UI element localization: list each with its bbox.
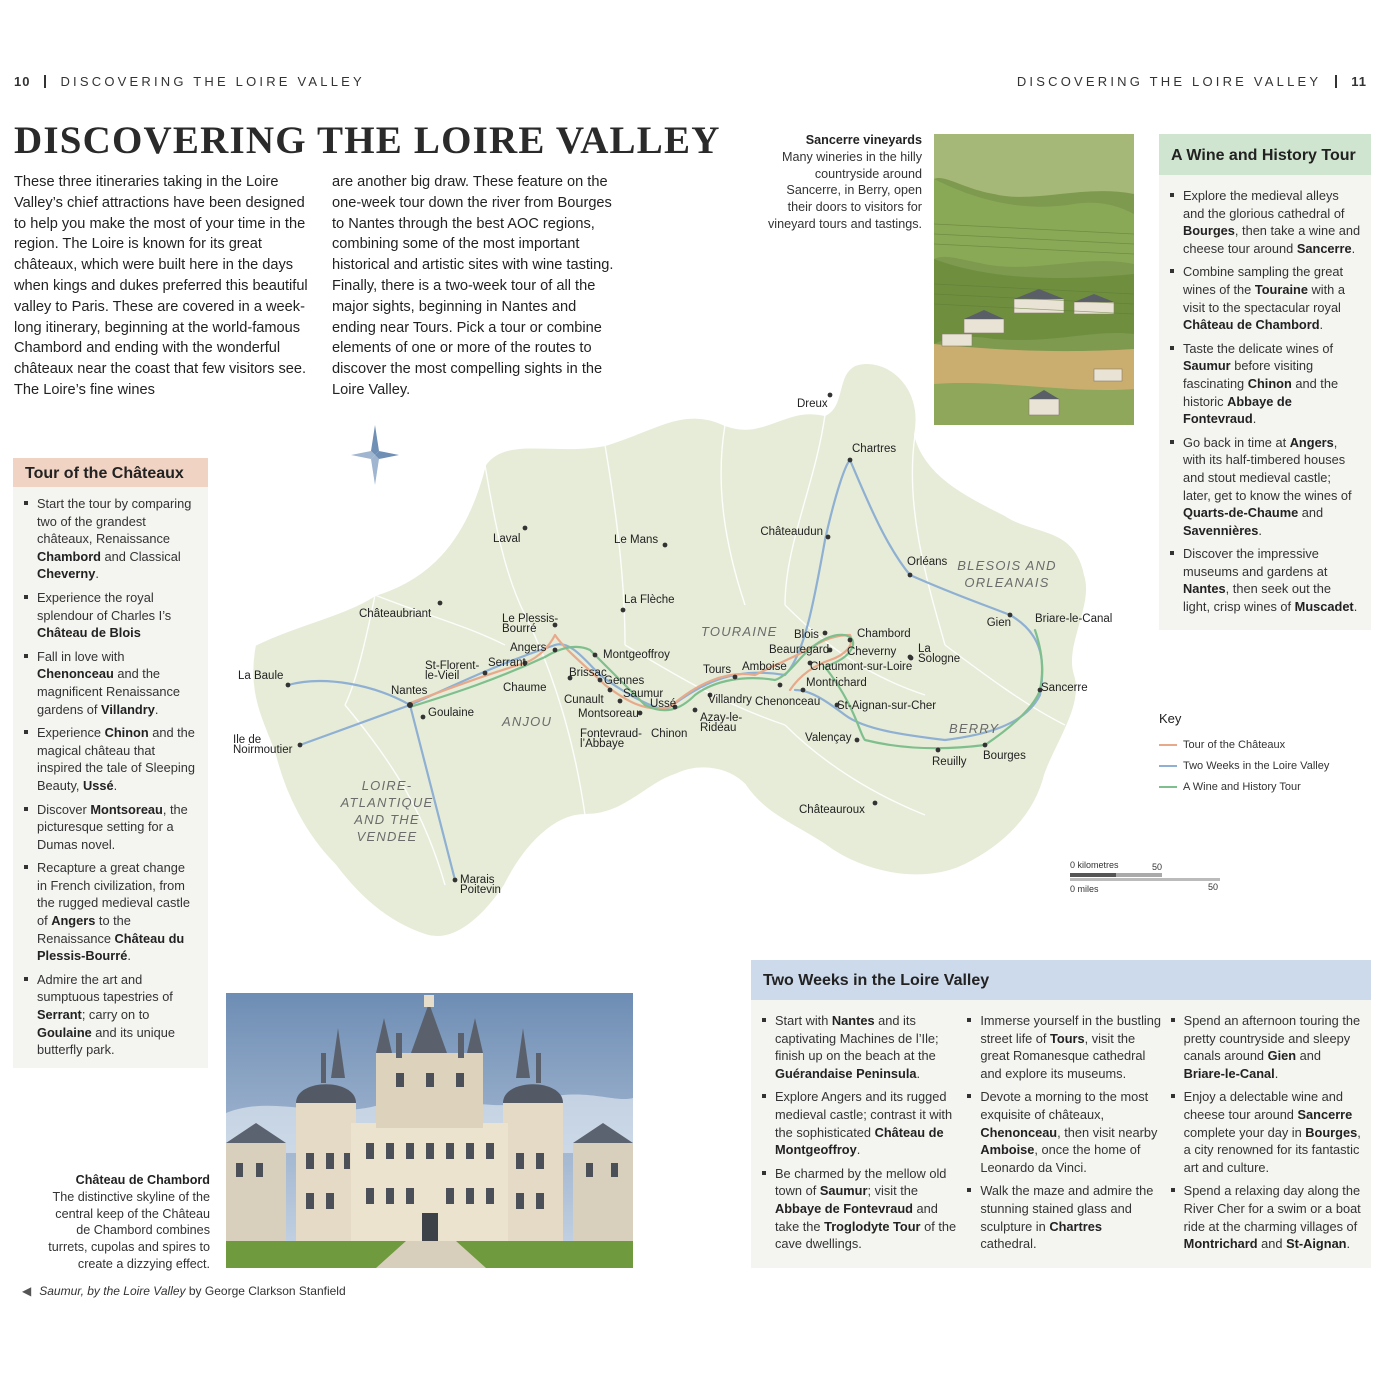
map-town-label: La Baule	[238, 670, 284, 682]
map-town-label: Chinon	[651, 728, 688, 740]
map-town-label: Chaumont-sur-Loire	[810, 661, 913, 673]
map-region-label: BERRY	[949, 721, 1000, 736]
list-item: Fall in love with Chenonceau and the magnificent Renaissance gardens of Villandry.	[23, 648, 198, 718]
key-row-two-weeks	[1159, 755, 1359, 776]
running-title-right: DISCOVERING THE LOIRE VALLEY	[1016, 74, 1322, 89]
intro-text-1: These three itineraries taking in the Loire Valley’s chief attractions have been designed to help you make the most of your time in the region. The Loire is known for its great châteaux, which were built here in the days when kings and dukes preferred this beautiful valley to Paris. These are covered in a week-long itinerary, beginning at the world-famous Chambord and ending with the wonderful châteaux near the coast that few visitors see. The Loire’s fine wines	[14, 174, 308, 398]
list-item: Spend a relaxing day along the River Cher for a swim or a boat ride at the charming villages of Montrichard and St-Aignan.	[1170, 1182, 1361, 1252]
scale-km-bar-alt	[1116, 873, 1162, 877]
map-town-label: Le Mans	[614, 534, 659, 546]
two-weeks-box	[751, 960, 1371, 1268]
map-town-label: Amboise	[742, 661, 787, 673]
sancerre-caption-title: Sancerre vineyards	[805, 133, 922, 147]
key-swatch	[1159, 765, 1177, 767]
map-town-label: Goulaine	[428, 707, 475, 719]
map-town-label: Beauregard	[769, 644, 830, 656]
list-item: Start the tour by comparing two of the grandest châteaux, Renaissance Chambord and Classical Cheverny.	[23, 495, 198, 583]
two-weeks-heading: Two Weeks in the Loire Valley	[751, 960, 1371, 1000]
wine-tour-heading: A Wine and History Tour	[1159, 134, 1371, 175]
scale-mi-value: 50	[1208, 882, 1219, 892]
map-town-label: Dreux	[797, 398, 828, 410]
footer-painting-artist: by George Clarkson Stanfield	[185, 1284, 346, 1298]
tour-chateaux-heading: Tour of the Châteaux	[13, 458, 208, 487]
map-town-label: Cheverny	[847, 646, 897, 658]
page-number-left: 10	[14, 74, 31, 89]
running-header-right	[1017, 74, 1367, 89]
map-town-label: Brissac	[569, 667, 607, 679]
chambord-caption	[40, 1172, 210, 1273]
map-town-label: Briare-le-Canal	[1035, 613, 1113, 625]
map-town-label: Azay-le-Rideau	[700, 712, 743, 734]
two-weeks-column-2	[962, 1004, 1165, 1267]
map-town-label: Tours	[703, 664, 732, 676]
key-swatch	[1159, 786, 1177, 788]
map-region-label: LOIRE-ATLANTIQUE AND THE VENDEE	[340, 778, 434, 844]
map-town-label: Ussé	[650, 698, 677, 710]
key-label: Two Weeks in the Loire Valley	[1183, 759, 1330, 772]
list-item: Discover the impressive museums and gardens at Nantes, then seek out the light, crisp wines of Muscadet.	[1169, 545, 1361, 615]
map-town-label: Fontevraud-l’Abbaye	[580, 728, 643, 750]
list-item: Start with Nantes and its captivating Machines de l’Ile; finish up on the beach at the Guérandaise Peninsula.	[761, 1012, 958, 1082]
key-label: A Wine and History Tour	[1183, 780, 1301, 793]
map-key	[1159, 711, 1359, 797]
list-item: Experience the royal splendour of Charles I’s Château de Blois	[23, 589, 198, 642]
map-town-label: Cunault	[564, 694, 604, 706]
footer-note	[22, 1284, 346, 1298]
footer-painting-title: Saumur, by the Loire Valley	[39, 1284, 186, 1298]
intro-text-2: are another big draw. These feature on the one-week tour down the river from Bourges to Nantes through the best AOC regions, combining some of the most important historical and artistic sites with wine tasting. Finally, there is a two-week tour of all the major sights, beginning in Nantes and ending near Tours. Pick a tour or combine elements of one or more of the routes to discover the most compelling sights in the Loire Valley.	[332, 174, 614, 398]
loire-valley-map	[225, 345, 1145, 965]
two-weeks-columns	[751, 1000, 1371, 1267]
map-town-label: Montrichard	[806, 677, 867, 689]
map-town-label: Bourges	[983, 750, 1026, 762]
list-item: Taste the delicate wines of Saumur before visiting fascinating Chinon and the historic Abbaye de Fontevraud.	[1169, 340, 1361, 428]
map-town-label: La Flèche	[624, 594, 675, 606]
map-town-label: Nantes	[391, 685, 428, 697]
list-item: Spend an afternoon touring the pretty countryside and sleepy canals around Gien and Briare-le-Canal.	[1170, 1012, 1361, 1082]
running-header-left	[14, 74, 365, 89]
tour-chateaux-list	[13, 487, 208, 1073]
scale-bar	[1070, 860, 1222, 896]
map-town-label: Saumur	[623, 688, 664, 700]
list-item: Devote a morning to the most exquisite of châteaux, Chenonceau, then visit nearby Amboise, once the home of Leonardo da Vinci.	[966, 1088, 1161, 1176]
list-item: Go back in time at Angers, with its half-timbered houses and stout medieval castle; later, get to know the wines of Quarts-de-Chaume and Savennières.	[1169, 434, 1361, 540]
map-town-label: Chenonceau	[755, 696, 821, 708]
map-town-label: Sancerre	[1041, 682, 1088, 694]
scale-km-value: 50	[1152, 862, 1163, 872]
key-row-chateaux	[1159, 734, 1359, 755]
sancerre-caption	[760, 132, 922, 233]
map-town-label: Serrant	[488, 657, 526, 669]
key-label: Tour of the Châteaux	[1183, 738, 1286, 751]
back-arrow-icon: ◀	[22, 1284, 32, 1298]
map-town-label: Montgeoffroy	[603, 649, 670, 661]
map-town-label: Châteaudun	[760, 526, 823, 538]
key-row-wine	[1159, 776, 1359, 797]
list-item: Enjoy a delectable wine and cheese tour around Sancerre complete your day in Bourges, a city renowned for its fantastic art and culture.	[1170, 1088, 1361, 1176]
map-town-label: Gien	[986, 617, 1011, 629]
sancerre-caption-text: Many wineries in the hilly countryside around Sancerre, in Berry, open their doors to visitors for vineyard tours and tastings.	[767, 149, 922, 231]
list-item: Discover Montsoreau, the picturesque setting for a Dumas novel.	[23, 801, 198, 854]
chambord-caption-title: Château de Chambord	[75, 1173, 210, 1187]
scale-mi-bar	[1070, 878, 1220, 881]
map-town-label: Ile de Noirmoutier	[233, 734, 293, 756]
page-number-right: 11	[1351, 74, 1367, 89]
map-town-label: Chambord	[857, 628, 911, 640]
header-divider	[1335, 75, 1337, 88]
chateau-de-chambord-photo	[226, 993, 633, 1268]
scale-mi-label: 0 miles	[1070, 884, 1099, 894]
list-item: Combine sampling the great wines of the Touraine with a visit to the spectacular royal Château de Chambord.	[1169, 263, 1361, 333]
two-weeks-column-1	[757, 1004, 962, 1267]
map-town-label: Laval	[493, 533, 521, 545]
list-item: Explore Angers and its rugged medieval castle; contrast it with the sophisticated Château de Montgeoffroy.	[761, 1088, 958, 1158]
map-town-label: Chaume	[503, 682, 547, 694]
chambord-caption-text: The distinctive skyline of the central keep of the Château de Chambord combines turrets, cupolas and spires to create a dizzying effect.	[48, 1189, 210, 1271]
map-town-label: Gennes	[604, 675, 645, 687]
map-town-label: Blois	[794, 629, 819, 641]
tour-chateaux-box	[13, 458, 208, 1068]
list-item: Immerse yourself in the bustling street life of Tours, visit the great Romanesque cathedral and explore its museums.	[966, 1012, 1161, 1082]
map-town-label: Châteauroux	[799, 804, 865, 816]
list-item: Recapture a great change in French civilization, from the rugged medieval castle of Angers to the Renaissance Château du Plessis-Bourré.	[23, 859, 198, 965]
list-item: Experience Chinon and the magical château that inspired the tale of Sleeping Beauty, Ussé.	[23, 724, 198, 794]
wine-tour-list	[1159, 175, 1371, 630]
map-town-label: La Sologne	[918, 643, 961, 665]
list-item: Be charmed by the mellow old town of Saumur; visit the Abbaye de Fontevraud and take the Troglodyte Tour of the cave dwellings.	[761, 1165, 958, 1253]
page-title: DISCOVERING THE LOIRE VALLEY	[14, 119, 721, 162]
wine-tour-box	[1159, 134, 1371, 630]
map-town-label: Reuilly	[932, 756, 967, 768]
scale-km-label: 0 kilometres	[1070, 860, 1119, 870]
map-town-label: Valençay	[805, 732, 852, 744]
map-town-label: Villandry	[708, 694, 752, 706]
map-region-label: BLESOIS AND ORLEANAIS	[957, 558, 1057, 590]
map-town-label: Angers	[510, 642, 547, 654]
map-town-label: Orléans	[907, 556, 948, 568]
list-item: Walk the maze and admire the stunning stained glass and sculpture in Chartres cathedral.	[966, 1182, 1161, 1252]
compass-rose-icon	[351, 425, 399, 485]
running-title-left: DISCOVERING THE LOIRE VALLEY	[60, 74, 365, 89]
list-item: Admire the art and sumptuous tapestries of Serrant; carry on to Goulaine and its unique butterfly park.	[23, 971, 198, 1059]
map-town-label: Chartres	[852, 443, 897, 455]
sancerre-vineyards-photo	[934, 134, 1134, 425]
map-region-label: ANJOU	[502, 714, 553, 729]
key-title: Key	[1159, 711, 1182, 726]
list-item: Explore the medieval alleys and the glorious cathedral of Bourges, then take a wine and cheese tour around Sancerre.	[1169, 187, 1361, 257]
map-town-label: Châteaubriant	[359, 608, 432, 620]
map-town-label: St-Aignan-sur-Cher	[837, 700, 937, 712]
map-town-label: Le Plessis-Bourré	[502, 613, 559, 635]
map-region-label: TOURAINE	[701, 624, 778, 639]
key-swatch	[1159, 744, 1177, 746]
map-town-label: Marais Poitevin	[460, 874, 501, 896]
map-town-label: Montsoreau	[578, 708, 639, 720]
header-divider	[44, 75, 46, 88]
two-weeks-column-3	[1166, 1004, 1365, 1267]
map-town-label: St-Florent-le-Vieil	[425, 660, 480, 682]
